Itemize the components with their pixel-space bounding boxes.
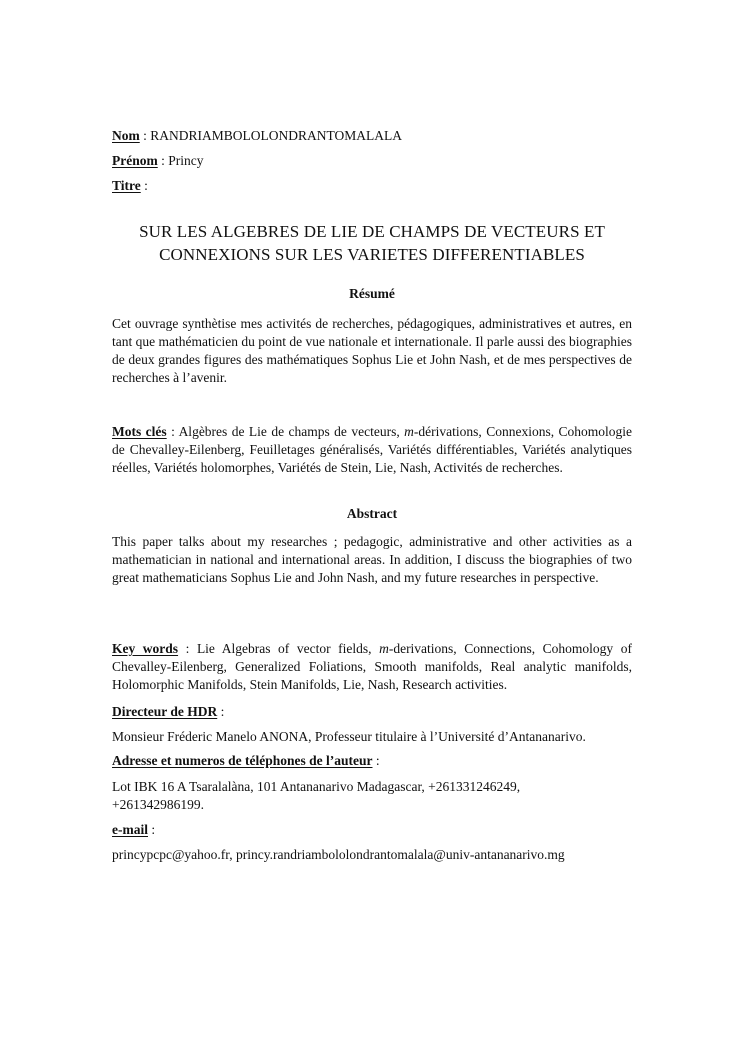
titre-field: Titre : — [112, 178, 148, 193]
thesis-title — [112, 220, 632, 266]
directeur-field: Directeur de HDR : — [112, 704, 225, 719]
adresse-line-1: Lot IBK 16 A Tsaralalàna, 101 Antananarivo Madagascar, +261331246249, — [112, 779, 521, 794]
abstract-heading: Abstract — [346, 506, 398, 521]
email-label: e-mail — [112, 822, 148, 837]
mots-cles-text-1: Algèbres de Lie de champs de vecteurs, — [178, 424, 400, 439]
mots-cles-label: Mots clés — [112, 424, 167, 439]
key-words-text-1: Lie Algebras of vector fields, — [196, 641, 372, 656]
thesis-title-line-1: SUR LES ALGEBRES DE LIE DE CHAMPS DE VECTEURS ET — [139, 222, 605, 241]
adresse-label: Adresse et numeros de téléphones de l’auteur — [112, 753, 373, 768]
mots-cles-paragraph: Mots clés : Algèbres de Lie de champs de vecteurs, m-dérivations, Connexions, Cohomologie de Chevalley-Eilenberg, Feuilletages généralisés, Variétés différentiables, Variétés analytiques réelles, Variétés holomorphes, Variétés de Stein, Lie, Nash, Activités de recherches. — [112, 424, 633, 475]
thesis-title-line-2: CONNEXIONS SUR LES VARIETES DIFFERENTIABLES — [159, 245, 585, 264]
adresse-field: Adresse et numeros de téléphones de l’auteur : — [112, 753, 380, 768]
key-words-paragraph: Key words : Lie Algebras of vector fields, m-derivations, Connections, Cohomology of Chevalley-Eilenberg, Generalized Foliations, Smooth manifolds, Real analytic manifolds, Holomorphic Manifolds, Stein Manifolds, Lie, Nash, Research activities. — [112, 641, 632, 692]
nom-value: RANDRIAMBOLOLONDRANTOMALALA — [150, 128, 403, 143]
directeur-value: Monsieur Fréderic Manelo ANONA, Professeur titulaire à l’Université d’Antananarivo. — [112, 729, 586, 744]
directeur-label: Directeur de HDR — [112, 704, 218, 719]
email-value[interactable]: princypcpc@yahoo.fr, princy.randriambololondrantomalala@univ-antananarivo.mg — [112, 847, 565, 862]
key-words-label: Key words — [112, 641, 179, 656]
prenom-value: Princy — [168, 153, 204, 168]
email-field: e-mail : — [112, 822, 156, 837]
mots-cles-text-2: -dérivations, Connexions, Cohomologie de Chevalley-Eilenberg, Feuilletages généralisés, Variétés différentiables, Variétés analytiques réelles, Variétés holomorphes, Variétés de Stein, Lie, Nash, Activités de recherches. — [112, 424, 633, 475]
titre-label: Titre — [112, 178, 141, 193]
adresse-line-2: +261342986199. — [112, 797, 204, 812]
prenom-field: Prénom : Princy — [112, 153, 204, 168]
prenom-label: Prénom — [112, 153, 158, 168]
key-words-m: m — [379, 641, 389, 656]
nom-field: Nom : RANDRIAMBOLOLONDRANTOMALALA — [112, 128, 403, 143]
nom-label: Nom — [112, 128, 140, 143]
mots-cles-m: m — [404, 424, 414, 439]
resume-text: Cet ouvrage synthètise mes activités de recherches, pédagogiques, administratives et autres, en tant que mathématicien du point de vue nationale et internationale. Il parle aussi des biographies de deux grandes figures des mathématiques Sophus Lie et John Nash, et de mes perspectives de recherches à l’avenir. — [112, 316, 632, 385]
resume-heading: Résumé — [349, 286, 395, 301]
key-words-text-2: -derivations, Connections, Cohomology of Chevalley-Eilenberg, Generalized Foliations, Smooth manifolds, Real analytic manifolds, Holomorphic Manifolds, Stein Manifolds, Lie, Nash, Research activities. — [112, 641, 632, 692]
abstract-text: This paper talks about my researches ; pedagogic, administrative and other activities as a mathematician in national and international areas. In addition, I discuss the biographies of two great mathematicians Sophus Lie and John Nash, and my future researches in perspective. — [112, 534, 632, 585]
